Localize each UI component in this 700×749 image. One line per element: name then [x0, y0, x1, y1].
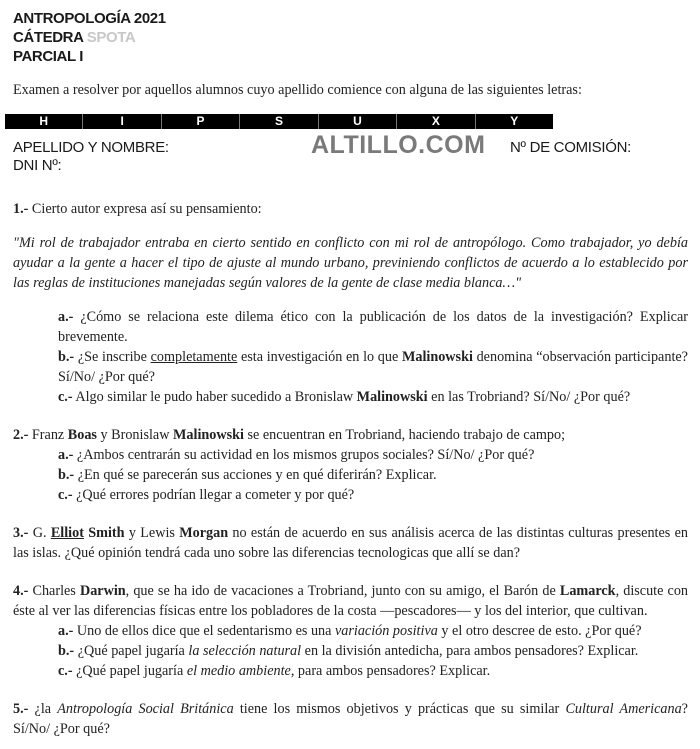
name-label: APELLIDO Y NOMBRE: [13, 139, 169, 156]
catedra-label: CÁTEDRA [13, 29, 83, 46]
text-segment: a.- [58, 447, 74, 463]
text-segment: tiene los mismos objetivos y prácticas que su similar [233, 701, 566, 717]
question-1 [13, 199, 688, 407]
text-segment: 4.- [13, 583, 29, 599]
question-2-c [13, 485, 688, 505]
text-segment: ¿Qué papel jugaría [72, 663, 187, 679]
question-5 [13, 699, 688, 739]
text-segment: G. [28, 525, 51, 541]
text-segment: c.- [58, 389, 73, 405]
letter-cell: I [83, 114, 161, 129]
text-segment: 5.- [13, 701, 29, 717]
text-segment: a.- [58, 623, 74, 639]
text-segment: Uno de ellos dice que el sedentarismo es una [73, 623, 335, 639]
text-segment: b.- [58, 643, 75, 659]
watermark: ALTILLO.COM [311, 131, 486, 159]
question-2-intro [13, 425, 688, 445]
text-segment: en las Trobriand? Sí/No/ ¿Por qué? [427, 389, 631, 405]
question-4-a [13, 621, 688, 641]
text-segment: 3.- [13, 525, 29, 541]
text-segment: ¿la [28, 701, 58, 717]
question-1-intro [13, 199, 688, 219]
text-segment: denomina “observación participante? Sí/No/ ¿Por qué? [58, 349, 688, 385]
text-segment: el medio ambiente [186, 663, 291, 679]
text-segment: 1.- [13, 201, 29, 217]
text-segment: esta investigación en lo que [237, 349, 402, 365]
text-segment: Lamarck [559, 583, 616, 599]
text-segment: Antropología Social Británica [57, 701, 234, 717]
letters-bar [5, 114, 553, 129]
question-1-a [13, 307, 688, 347]
text-segment: , que se ha ido de vacaciones a Trobriand, junto con su amigo, el Barón de [125, 583, 560, 599]
student-form [13, 131, 688, 177]
text-segment: y Bronislaw [96, 427, 174, 443]
parcial-label: PARCIAL I [13, 48, 84, 65]
question-5-intro [13, 699, 688, 739]
text-segment: Malinowski [356, 389, 428, 405]
text-segment: Cierto autor expresa así su pensamiento: [28, 201, 262, 217]
question-2-b [13, 465, 688, 485]
text-segment: ¿Cómo se relaciona este dilema ético con la publicación de los datos de la investigación? Explicar brevemente. [58, 309, 688, 345]
text-segment: la selección natural [188, 643, 302, 659]
text-segment: en la división antedicha, para ambos pensadores? Explicar. [301, 643, 639, 659]
text-segment: b.- [58, 467, 75, 483]
text-segment: b.- [58, 349, 75, 365]
catedra-name: SPOTA [86, 29, 136, 46]
text-segment: , discute con éste al ver las diferencias físicas entre los pobladores de la costa —pescadores— y los del interior, que cultivan. [13, 583, 689, 619]
letter-cell: Y [510, 114, 519, 128]
question-3-intro [13, 523, 688, 563]
question-1-c [13, 387, 688, 407]
exam-intro: Examen a resolver por aquellos alumnos cuyo apellido comience con alguna de las siguientes letras: [13, 82, 582, 98]
text-segment: Charles [28, 583, 80, 599]
text-segment: variación positiva [334, 623, 438, 639]
text-segment: ¿Qué errores podrían llegar a cometer y por qué? [72, 487, 355, 503]
question-4-intro [13, 581, 688, 621]
exam-title: ANTROPOLOGÍA 2021 [13, 10, 166, 27]
question-1-b [13, 347, 688, 387]
question-2-a [13, 445, 688, 465]
question-4-b [13, 641, 688, 661]
text-segment: no están de acuerdo en sus análisis acerca de las distintas culturas presentes en las islas. ¿Qué opinión tendrá cada uno sobre las diferencias tecnologicas que allí se dan? [13, 525, 689, 561]
text-segment: Algo similar le pudo haber sucedido a Bronislaw [72, 389, 357, 405]
text-segment: ¿Ambos centrarán su actividad en los mismos grupos sociales? Sí/No/ ¿Por qué? [73, 447, 535, 463]
text-segment: Morgan [179, 525, 229, 541]
letter-cell: H [5, 114, 83, 129]
text-segment: , para ambos pensadores? Explicar. [290, 663, 491, 679]
text-segment: ¿En qué se parecerán sus acciones y en qué diferirán? Explicar. [74, 467, 437, 483]
text-segment: Elliot [50, 525, 84, 541]
text-segment: a.- [58, 309, 74, 325]
letter-cell: X [397, 114, 475, 129]
text-segment: Malinowski [401, 349, 473, 365]
letter-cell: P [162, 114, 240, 129]
question-1-quote [13, 233, 688, 293]
text-segment: ? Sí/No/ ¿Por qué? [13, 701, 688, 737]
text-segment: ¿Se inscribe [74, 349, 151, 365]
text-segment: Darwin [79, 583, 126, 599]
text-segment: y el otro descree de esto. ¿Por qué? [437, 623, 642, 639]
text-segment: "Mi rol de trabajador entraba en cierto sentido en conflicto con mi rol de antropólogo. Como trabajador, yo debía ayudar a la gente a hacer el tipo de ajuste al mundo urbano, previniendo conflictos de acuerdo a lo establecido por las reglas de instituciones manejadas según valores de la gente de clase media blanca…" [13, 235, 688, 291]
letter-cell: U [319, 114, 397, 129]
question-3 [13, 523, 688, 563]
commission-label: Nº DE COMISIÓN: [510, 139, 631, 156]
text-segment: c.- [58, 663, 73, 679]
text-segment: Malinowski [173, 427, 244, 443]
text-segment: completamente [150, 349, 238, 365]
text-segment: se encuentran en Trobriand, haciendo trabajo de campo; [243, 427, 566, 443]
text-segment: Smith [83, 525, 125, 541]
text-segment: y Lewis [124, 525, 180, 541]
text-segment: ¿Qué papel jugaría [74, 643, 189, 659]
question-2 [13, 425, 688, 505]
text-segment: c.- [58, 487, 73, 503]
question-4 [13, 581, 688, 681]
text-segment: 2.- [13, 427, 29, 443]
text-segment: Boas [67, 427, 97, 443]
text-segment: Franz [28, 427, 68, 443]
dni-label: DNI Nº: [13, 157, 62, 174]
text-segment: Cultural Americana [565, 701, 682, 717]
question-4-c [13, 661, 688, 681]
letter-cell: S [240, 114, 318, 129]
catedra-line [13, 28, 688, 47]
